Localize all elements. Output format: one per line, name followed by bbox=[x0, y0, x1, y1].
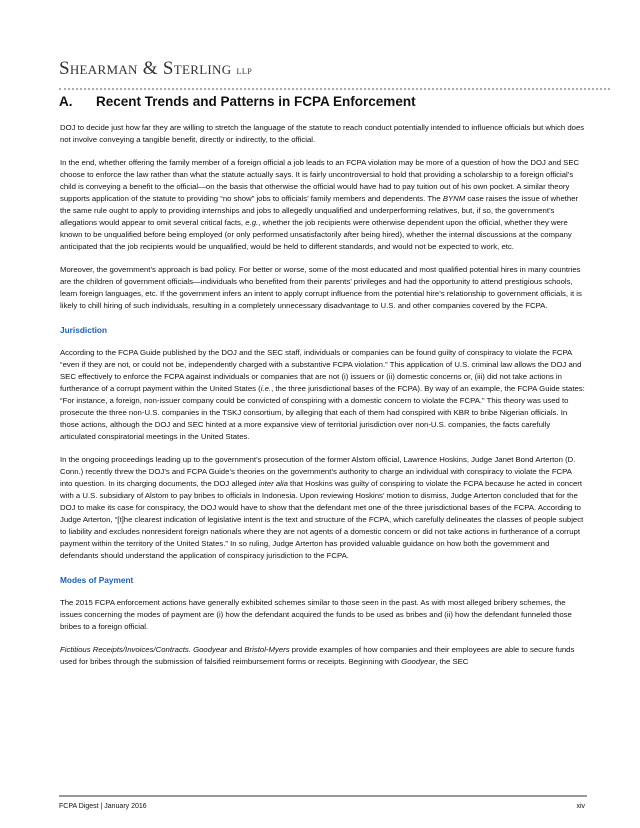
paragraph bbox=[60, 157, 586, 253]
text-run: DOJ to decide just how far they are willing to stretch the language of the statute to reach conduct potentially intended to influence officials but which does not involve conveying a tangible benefit, directly or indirectly, to the official. bbox=[60, 123, 585, 144]
text-run: , whether the job recipients were otherwise dependent upon the official, whether they were known to be unqualified before being employed (or only performed unsatisfactorily after being hired), whether the internal discussions at the company anticipated that the job recipients would be unqualified, would be held to different standards, and would not be expected to work, etc. bbox=[60, 218, 572, 251]
italic-text: Goodyear bbox=[193, 645, 228, 654]
paragraph bbox=[60, 597, 586, 633]
subheading-jurisdiction: Jurisdiction bbox=[60, 325, 108, 335]
section-heading bbox=[59, 94, 416, 109]
text-run: and bbox=[227, 645, 245, 654]
paragraph bbox=[60, 347, 586, 443]
text-run: The 2015 FCPA enforcement actions have generally exhibited schemes similar to those seen in the past. As with most alleged bribery schemes, the issues concerning the modes of payment are (i) how the defendant acquired the funds to be used as bribes and (ii) how the defendant funneled those bribes to a foreign official. bbox=[60, 598, 572, 631]
logo-suffix: LLP bbox=[236, 67, 253, 76]
section-number: A. bbox=[59, 94, 73, 109]
page-number: xiv bbox=[576, 803, 585, 810]
text-run: case raises the issue of whether the same rule ought to apply to providing internships and jobs to allegedly unqualified and underperforming relatives, but, if so, the government’s allegations would appear to omit several critical facts, bbox=[60, 194, 579, 227]
italic-text: Fictitious Receipts/Invoices/Contracts. bbox=[60, 645, 191, 654]
section-title: Recent Trends and Patterns in FCPA Enforcement bbox=[96, 94, 416, 109]
header-divider bbox=[59, 88, 610, 90]
subheading-modes-of-payment: Modes of Payment bbox=[60, 575, 134, 585]
body-text bbox=[60, 122, 586, 679]
text-run: that Hoskins was guilty of conspiring to violate the FCPA because he acted in concert with a U.S. subsidiary of Alstom to pay bribes to officials in Indonesia. Upon reviewing Hoskins’ motion to dismiss, Judge Arterton concluded that for the DOJ to make its case for conspiracy, the DOJ would have to show that the defendant met one of the three jurisdictional bases of the FCPA. According to Judge Arterton, “[t]he clearest indication of legislative intent is the text and structure of the FCPA, which carefully delineates the classes of people subject to liability and excludes nonresident foreign nationals where they are not agents of a domestic concern or did not take actions in furtherance of a corrupt payment within the territory of the United States.” In so ruling, Judge Arterton has provided valuable guidance on how both the government and defendants should understand the application of conspiracy jurisdiction to the FCPA. bbox=[60, 479, 584, 560]
text-run: , the SEC bbox=[435, 657, 469, 666]
italic-text: inter alia bbox=[258, 479, 288, 488]
text-run: , the three jurisdictional bases of the FCPA). By way of an example, the FCPA Guide states: “For instance, a foreign, non-issuer company could be convicted of conspiring with a domestic concern to violate the FCPA.” This theory was used to prosecute the three non-U.S. companies in the TSKJ consortium, by alleging that each of them had conspired with KBR to bribe Nigerian officials. In those actions, although the DOJ and SEC hinted at a more expansive view of territorial jurisdiction over non-U.S. companies, the facts carefully articulated conspiratorial meetings in the United States. bbox=[60, 384, 585, 441]
italic-text: BYNM bbox=[442, 194, 466, 203]
paragraph bbox=[60, 454, 586, 562]
text-run: provide examples of how companies and their employees are able to secure funds used for bribes through the submission of falsified reimbursement forms or receipts. Beginning with bbox=[60, 645, 575, 666]
firm-logo bbox=[59, 58, 252, 80]
text-run: Moreover, the government’s approach is bad policy. For better or worse, some of the most educated and most qualified potential hires in many countries are the children of government officials—individuals who benefited from their parents’ privileges and had the opportunity to attend prestigious schools, learn foreign languages, etc. If the government infers an intent to apply corrupt influence from the potential hire’s relationship to government officials, it is likely to chill hiring of such individuals, resulting in a completely unnecessary disadvantage to U.S. and other companies covered by the FCPA. bbox=[60, 265, 582, 310]
italic-text: Bristol-Myers bbox=[244, 645, 290, 654]
footer-divider bbox=[59, 795, 587, 797]
text-run: In the end, whether offering the family member of a foreign official a job leads to an FCPA violation may be more of a question of how the DOJ and SEC choose to enforce the law rather than what the statute actually says. It is fairly uncontroversial to hold that providing a scholarship to a foreign official’s child is conveying a benefit to the official—on the basis that otherwise the official would have had to pay tuition out of his own pocket. A similar theory supports application of the statute to providing “no show” jobs to officials’ family members and dependents. The bbox=[60, 158, 580, 203]
italic-text: Goodyear bbox=[401, 657, 436, 666]
text-run: According to the FCPA Guide published by the DOJ and the SEC staff, individuals or companies can be found guilty of conspiracy to violate the FCPA “even if they are not, or could not be, independently charged with a substantive FCPA violation.” This application of U.S. criminal law allows the DOJ and SEC effectively to enforce the FCPA against individuals or companies that are not (i) issuers or (ii) domestic concerns or, (iii) did not take actions in furtherance of a corrupt payment within the United States ( bbox=[60, 348, 582, 393]
paragraph bbox=[60, 644, 586, 668]
paragraph bbox=[60, 264, 586, 312]
paragraph bbox=[60, 122, 586, 146]
italic-text: e.g. bbox=[245, 218, 259, 227]
text-run: In the ongoing proceedings leading up to the government’s prosecution of the former Alstom official, Lawrence Hoskins, Judge Janet Bond Arterton (D. Conn.) recently threw the DOJ’s and FCPA Guide’s theories on the government’s authority to charge an individual with conspiracy to violate the FCPA into question. In its charging documents, the DOJ alleged bbox=[60, 455, 576, 488]
italic-text: i.e. bbox=[260, 384, 272, 393]
footer-title: FCPA Digest | January 2016 bbox=[59, 803, 147, 810]
logo-name: Shearman & Sterling bbox=[59, 58, 232, 79]
